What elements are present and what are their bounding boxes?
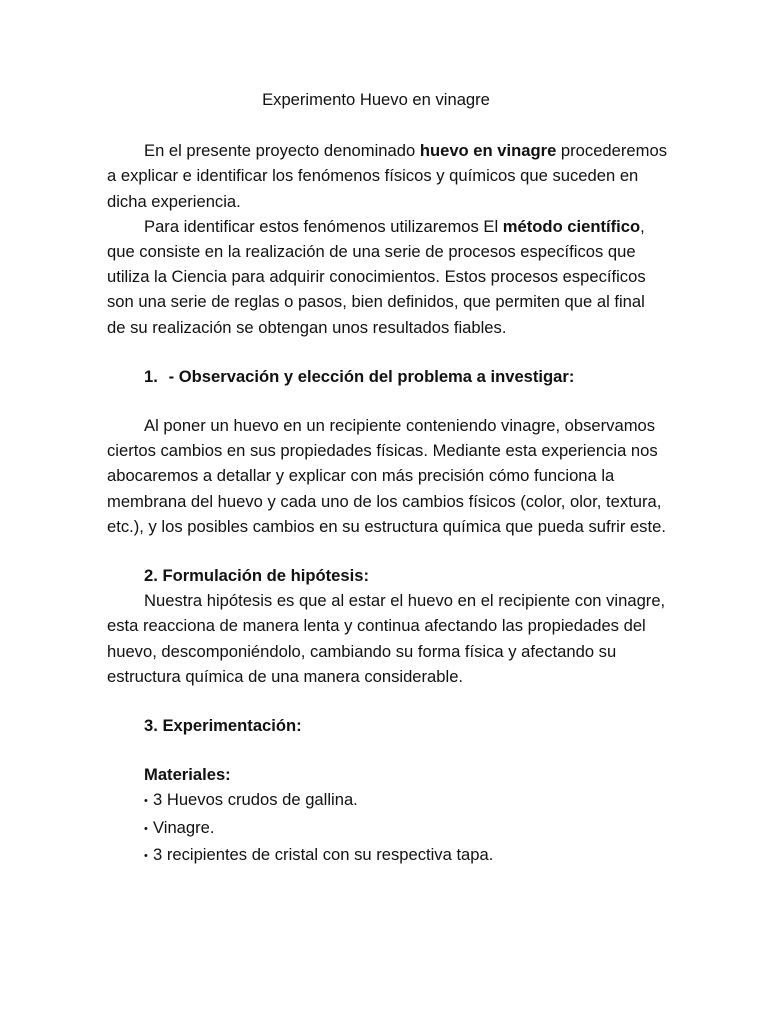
bullet-icon: • xyxy=(144,795,148,808)
list-item xyxy=(144,787,667,814)
bullet-icon: • xyxy=(144,822,148,835)
materials-list xyxy=(107,787,667,869)
list-item xyxy=(144,842,667,869)
list-item xyxy=(144,815,667,842)
intro-p1-text-start: En el presente proyecto denominado xyxy=(144,141,420,161)
section-2-body: Nuestra hipótesis es que al estar el huevo en el recipiente con vinagre, esta reacciona de manera lenta y continua afectando las propiedades del huevo, descomponiéndolo, cambiando su forma física y afectando su estructura química de una manera considerable. xyxy=(107,591,666,686)
material-item-text: 3 recipientes de cristal con su respectiva tapa. xyxy=(153,844,494,864)
intro-p2-text-start: Para identificar estos fenómenos utilizaremos El xyxy=(144,216,503,236)
section-1-number: 1. xyxy=(144,366,158,386)
section-3-heading: 3. Experimentación: xyxy=(144,716,302,736)
material-item-text: 3 Huevos crudos de gallina. xyxy=(153,790,358,810)
materials-heading: Materiales: xyxy=(144,765,231,785)
document-title: Experimento Huevo en vinagre xyxy=(262,90,490,109)
intro-p2-text-end: , que consiste en la realización de una serie de procesos específicos que utiliza la Ciencia para adquirir conocimientos. Estos procesos específicos son una serie de reglas o pasos, bien definidos, que permiten que al final de su realización se obtengan unos resultados fiables. xyxy=(107,216,646,337)
material-item-text: Vinagre. xyxy=(153,817,215,837)
section-1-body: Al poner un huevo en un recipiente conteniendo vinagre, observamos ciertos cambios en sus propiedades físicas. Mediante esta experiencia nos abocaremos a detallar y explicar con más precisión cómo funciona la membrana del huevo y cada uno de los cambios físicos (color, olor, textura, etc.), y los posibles cambios en su estructura química que pueda sufrir este. xyxy=(107,416,666,536)
intro-paragraph-1 xyxy=(107,138,667,214)
intro-p2-bold: método científico xyxy=(502,216,641,236)
intro-paragraph-2 xyxy=(107,214,667,340)
intro-p1-text-end: procederemos a explicar e identificar los fenómenos físicos y químicos que suceden en dicha experiencia. xyxy=(107,141,667,211)
document-page xyxy=(107,87,667,869)
section-1-heading xyxy=(107,364,667,389)
bullet-icon: • xyxy=(144,849,148,862)
intro-p1-bold: huevo en vinagre xyxy=(419,141,557,161)
section-1-heading-text: - Observación y elección del problema a investigar: xyxy=(168,366,575,386)
section-2-heading: 2. Formulación de hipótesis: xyxy=(144,566,369,586)
